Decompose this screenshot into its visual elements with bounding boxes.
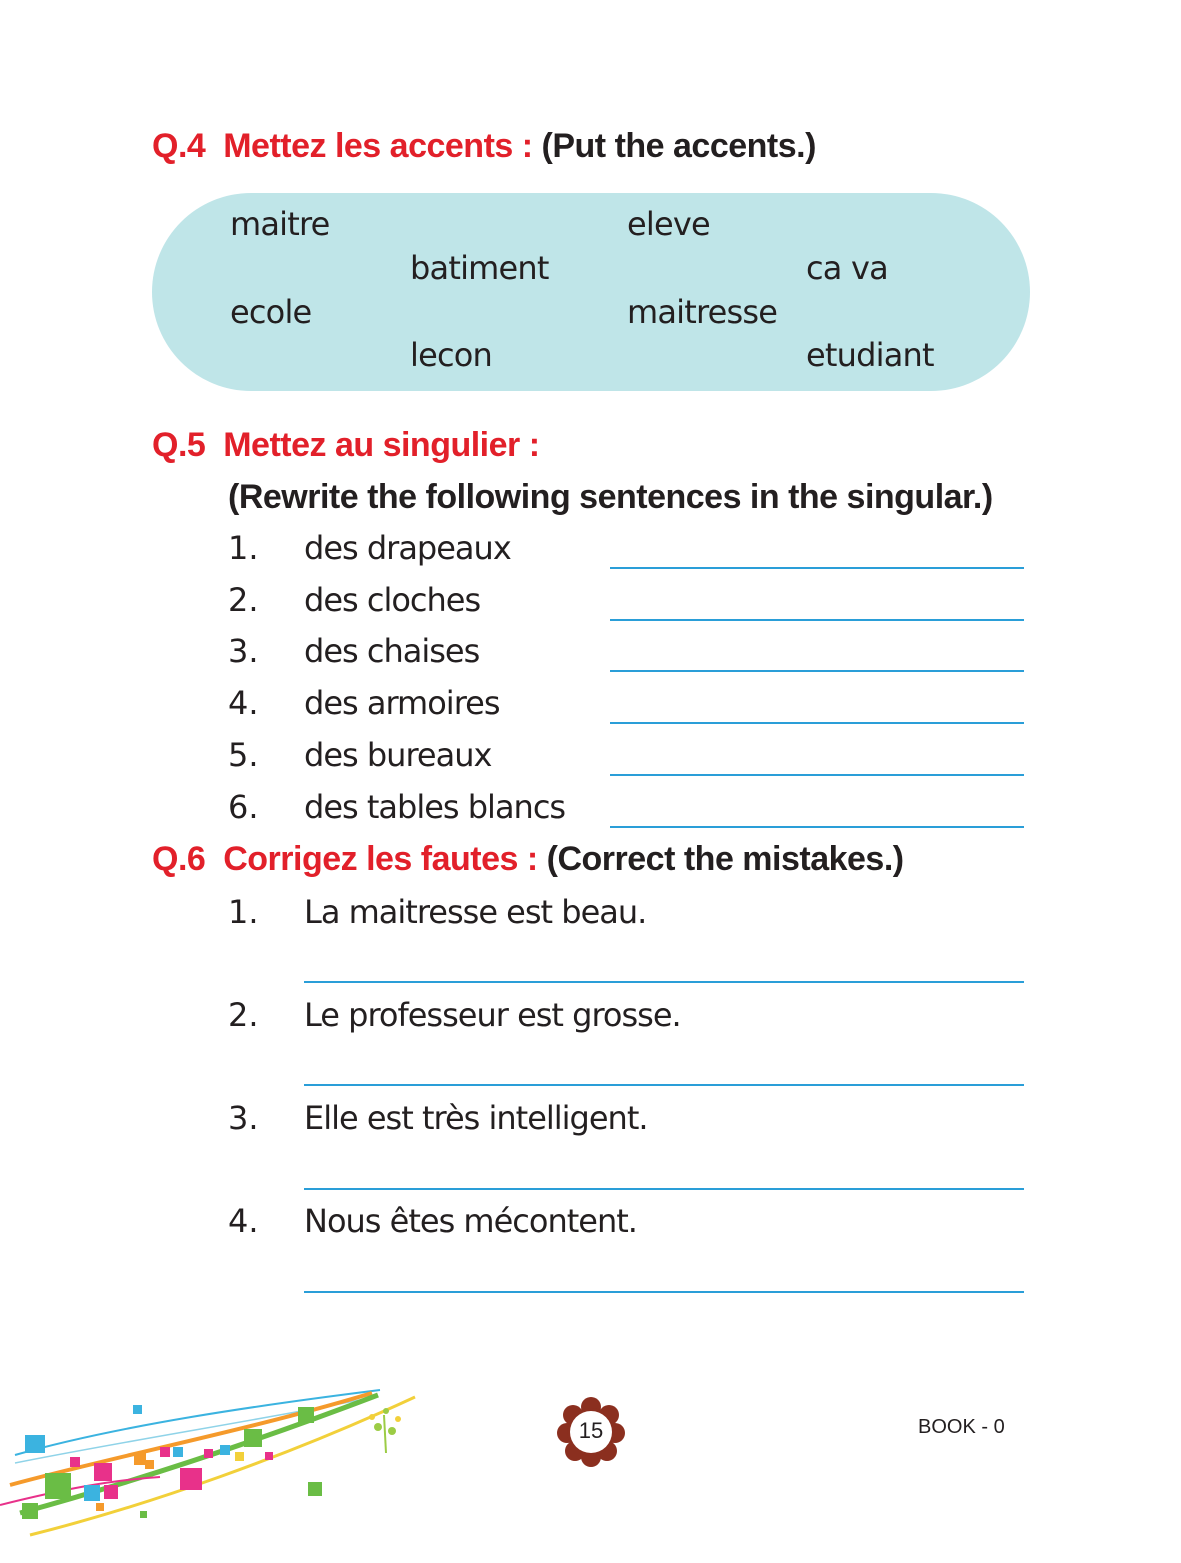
q6-item-number: 4. <box>228 1202 259 1240</box>
accent-word: batiment <box>410 249 549 287</box>
answer-line[interactable] <box>610 774 1024 776</box>
answer-line[interactable] <box>610 619 1024 621</box>
q4-heading <box>152 127 816 166</box>
q5-item-number: 4. <box>228 684 259 722</box>
accent-word: ca va <box>806 249 888 287</box>
answer-line[interactable] <box>610 722 1024 724</box>
accent-word: lecon <box>410 336 493 374</box>
q5-item-text: des tables blancs <box>304 788 566 826</box>
q5-heading <box>152 426 540 465</box>
q5-item-number: 2. <box>228 581 259 619</box>
q5-item-text: des bureaux <box>304 736 492 774</box>
q5-title-fr: Mettez au singulier : <box>223 426 540 464</box>
answer-line[interactable] <box>304 1291 1024 1293</box>
q5-instruction: (Rewrite the following sentences in the singular.) <box>228 478 993 516</box>
q4-number: Q.4 <box>152 127 206 165</box>
q6-item-number: 3. <box>228 1099 259 1137</box>
accent-word: maitre <box>230 205 330 243</box>
q5-item-number: 5. <box>228 736 259 774</box>
q6-heading <box>152 840 904 879</box>
book-label: BOOK - 0 <box>918 1416 1005 1438</box>
q6-item-text: Le professeur est grosse. <box>304 996 681 1034</box>
q5-item-number: 1. <box>228 529 259 567</box>
q5-item-text: des drapeaux <box>304 529 511 567</box>
answer-line[interactable] <box>304 1188 1024 1190</box>
q5-item-text: des cloches <box>304 581 481 619</box>
q6-item-number: 1. <box>228 893 259 931</box>
q6-title-fr: Corrigez les fautes : <box>223 840 538 878</box>
answer-line[interactable] <box>304 1084 1024 1086</box>
accent-word: maitresse <box>627 293 778 331</box>
answer-line[interactable] <box>610 567 1024 569</box>
q6-item-text: Nous êtes mécontent. <box>304 1202 637 1240</box>
accent-word: etudiant <box>806 336 934 374</box>
q5-item-text: des chaises <box>304 632 480 670</box>
answer-line[interactable] <box>610 670 1024 672</box>
q5-number: Q.5 <box>152 426 206 464</box>
q4-title-fr: Mettez les accents : <box>223 127 533 165</box>
q6-title-en: (Correct the mistakes.) <box>546 840 904 878</box>
q6-item-text: Elle est très intelligent. <box>304 1099 648 1137</box>
q5-item-number: 3. <box>228 632 259 670</box>
q5-item-number: 6. <box>228 788 259 826</box>
q4-title-en: (Put the accents.) <box>541 127 816 165</box>
answer-line[interactable] <box>610 826 1024 828</box>
page-number: 15 <box>578 1418 604 1443</box>
q6-item-text: La maitresse est beau. <box>304 893 647 931</box>
answer-line[interactable] <box>304 981 1024 983</box>
q6-number: Q.6 <box>152 840 206 878</box>
accent-word: ecole <box>230 293 312 331</box>
q5-item-text: des armoires <box>304 684 500 722</box>
accent-word: eleve <box>627 205 710 243</box>
decorative-swoosh-graphic <box>0 1385 430 1545</box>
q6-item-number: 2. <box>228 996 259 1034</box>
